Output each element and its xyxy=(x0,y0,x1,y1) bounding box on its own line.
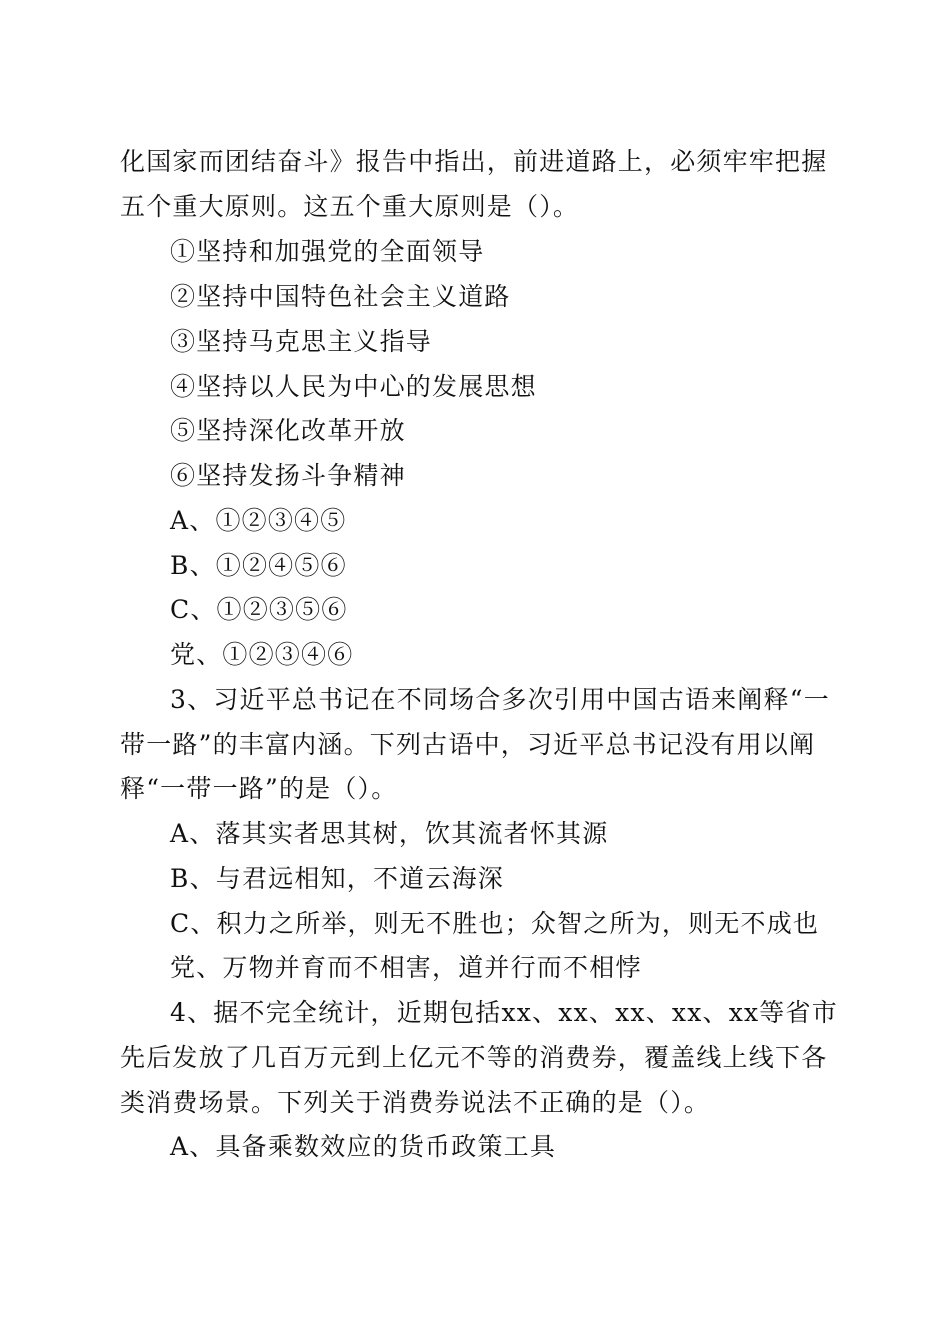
q2-item-1: ①坚持和加强党的全面领导 xyxy=(170,237,485,266)
q3-stem-line-2: 带一路”的丰富内涵。下列古语中，习近平总书记没有用以阐 xyxy=(120,730,816,759)
q4-option-a: A、具备乘数效应的货币政策工具 xyxy=(170,1132,557,1161)
q2-item-2: ②坚持中国特色社会主义道路 xyxy=(170,282,511,311)
q2-option-b: B、①②④⑤⑥ xyxy=(170,551,347,580)
q2-option-d: 党、①②③④⑥ xyxy=(170,640,354,669)
q2-option-a: A、①②③④⑤ xyxy=(170,506,347,535)
q2-item-4: ④坚持以人民为中心的发展思想 xyxy=(170,372,537,401)
q3-option-a: A、落其实者思其树，饮其流者怀其源 xyxy=(170,819,609,848)
q3-option-d: 党、万物并育而不相害，道并行而不相悖 xyxy=(170,953,642,982)
q2-item-3: ③坚持马克思主义指导 xyxy=(170,327,433,356)
q3-option-b: B、与君远相知，不道云海深 xyxy=(170,864,504,893)
q2-item-6: ⑥坚持发扬斗争精神 xyxy=(170,461,406,490)
q2-item-5: ⑤坚持深化改革开放 xyxy=(170,416,406,445)
q4-stem-line-2: 先后发放了几百万元到上亿元不等的消费券，覆盖线上线下各 xyxy=(120,1043,828,1072)
q2-stem-line-1: 化国家而团结奋斗》报告中指出，前进道路上，必须牢牢把握 xyxy=(120,147,828,176)
q2-option-c: C、①②③⑤⑥ xyxy=(170,595,348,624)
q3-stem-line-3: 释“一带一路”的是（）。 xyxy=(120,774,398,803)
q4-stem-line-1: 4、据不完全统计，近期包括xx、xx、xx、xx、xx等省市 xyxy=(170,998,838,1027)
q4-stem-line-3: 类消费场景。下列关于消费券说法不正确的是（）。 xyxy=(120,1088,711,1117)
q2-stem-line-2: 五个重大原则。这五个重大原则是（）。 xyxy=(120,192,580,221)
q3-option-c: C、积力之所举，则无不胜也；众智之所为，则无不成也 xyxy=(170,909,820,938)
q3-stem-line-1: 3、习近平总书记在不同场合多次引用中国古语来阐释“一 xyxy=(170,685,830,714)
